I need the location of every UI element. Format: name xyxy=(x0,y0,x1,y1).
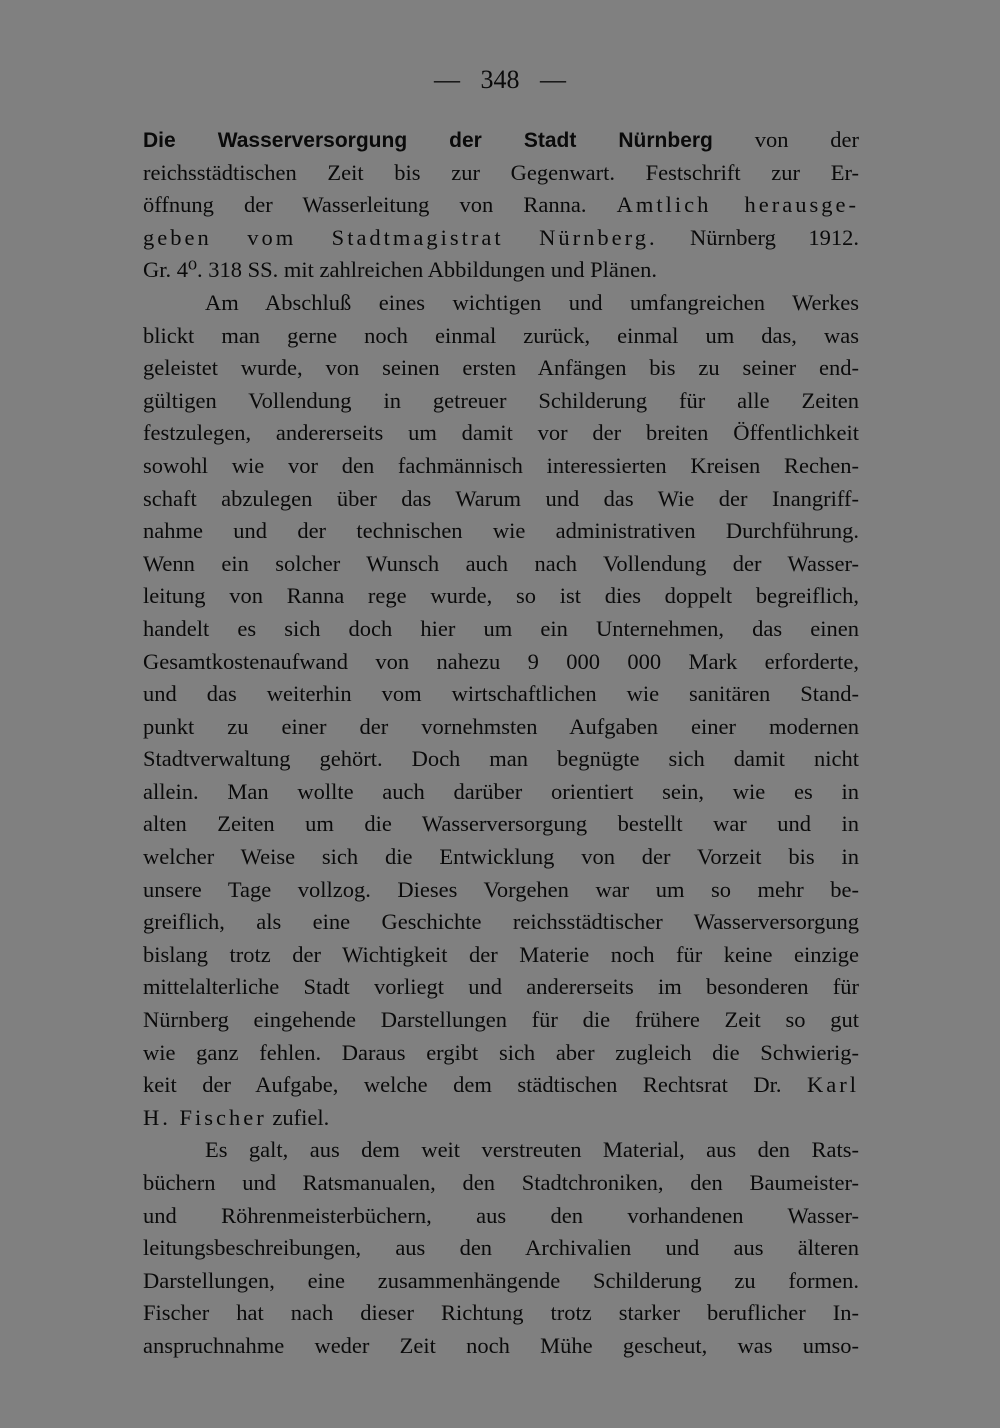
text-line xyxy=(143,1200,859,1233)
line-text: reichsstädtischen Zeit bis zur Gegenwart. Festschrift zur Er- xyxy=(143,159,859,185)
line-text: Fischer hat nach dieser Richtung trotz starker beruflicher In- xyxy=(143,1300,859,1326)
line-text: leitungsbeschreibungen, aus den Archivalien und aus älteren xyxy=(143,1235,859,1261)
line-text: keit der Aufgabe, welche dem städtischen Rechtsrat Dr. xyxy=(143,1072,808,1098)
line-text: leitung von Ranna rege wurde, so ist dies doppelt begreiflich, xyxy=(143,583,859,609)
page-number-header xyxy=(0,62,1000,98)
text-line xyxy=(143,222,859,255)
text-line xyxy=(143,189,859,222)
text-line xyxy=(143,971,859,1004)
line-text: welcher Weise sich die Entwicklung von der Vorzeit bis in xyxy=(143,844,859,870)
line-text: geleistet wurde, von seinen ersten Anfängen bis zu seiner end- xyxy=(143,355,859,381)
text-line xyxy=(143,874,859,907)
text-line xyxy=(143,1037,859,1070)
line-text: festzulegen, andererseits um damit vor der breiten Öffentlichkeit xyxy=(143,420,859,446)
text-line xyxy=(143,352,859,385)
text-line xyxy=(143,1330,859,1363)
line-text: Wenn ein solcher Wunsch auch nach Vollendung der Wasser- xyxy=(143,550,859,576)
text-line xyxy=(143,743,859,776)
text-line xyxy=(143,450,859,483)
text-line xyxy=(143,841,859,874)
line-text: Darstellungen, eine zusammenhängende Schilderung zu formen. xyxy=(143,1267,859,1293)
line-text: blickt man gerne noch einmal zurück, einmal um das, was xyxy=(143,322,859,348)
text-line xyxy=(143,1004,859,1037)
page-number-dash-left: — xyxy=(434,65,460,94)
line-text: Nürnberg eingehende Darstellungen für die frühere Zeit so gut xyxy=(143,1007,859,1033)
line-text: schaft abzulegen über das Warum und das Wie der Inangriff- xyxy=(143,485,859,511)
line-text: sowohl wie vor den fachmännisch interessierten Kreisen Rechen- xyxy=(143,452,859,478)
spaced-text: H. Fischer xyxy=(143,1104,267,1130)
line-text: Am Abschluß eines wichtigen und umfangreichen Werkes xyxy=(205,289,859,315)
line-text: Stadtverwaltung gehört. Doch man begnügte sich damit nicht xyxy=(143,746,859,772)
line-text: alten Zeiten um die Wasserversorgung bestellt war und in xyxy=(143,811,859,837)
text-line xyxy=(143,939,859,972)
text-line xyxy=(143,515,859,548)
line-text: von der xyxy=(712,127,859,152)
line-text: nahme und der technischen wie administrativen Durchführung. xyxy=(143,518,859,544)
text-line xyxy=(143,254,859,287)
line-text: Gr. 4⁰. 318 SS. mit zahlreichen Abbildungen und Plänen. xyxy=(143,257,657,283)
text-line xyxy=(143,1134,859,1167)
line-text: und das weiterhin vom wirtschaftlichen wie sanitären Stand- xyxy=(143,681,859,707)
line-text: zufiel. xyxy=(266,1104,330,1130)
line-text: punkt zu einer der vornehmsten Aufgaben einer modernen xyxy=(143,713,859,739)
line-text: und Röhrenmeisterbüchern, aus den vorhandenen Wasser- xyxy=(143,1202,859,1228)
line-text: wie ganz fehlen. Daraus ergibt sich aber zugleich die Schwierig- xyxy=(143,1039,859,1065)
page-number: 348 xyxy=(480,65,520,94)
line-text: greiflich, als eine Geschichte reichsstädtischer Wasserversorgung xyxy=(143,909,859,935)
text-line xyxy=(143,124,859,157)
text-line xyxy=(143,1265,859,1298)
text-line xyxy=(143,417,859,450)
line-text: handelt es sich doch hier um ein Unternehmen, das einen xyxy=(143,615,859,641)
line-text: mittelalterliche Stadt vorliegt und andererseits im besonderen für xyxy=(143,974,859,1000)
text-line xyxy=(143,613,859,646)
line-text: allein. Man wollte auch darüber orientiert sein, wie es in xyxy=(143,778,859,804)
text-line xyxy=(143,385,859,418)
text-line xyxy=(143,287,859,320)
line-text: Gesamtkostenaufwand von nahezu 9 000 000 Mark erforderte, xyxy=(143,648,859,674)
text-line xyxy=(143,580,859,613)
page-number-dash-right: — xyxy=(540,65,566,94)
line-text: unsere Tage vollzog. Dieses Vorgehen war um so mehr be- xyxy=(143,876,859,902)
spaced-text: Amtlich herausge- xyxy=(616,192,859,218)
title-text: Die Wasserversorgung der Stadt Nürnberg xyxy=(143,129,713,152)
text-line xyxy=(143,1167,859,1200)
text-line xyxy=(143,1232,859,1265)
text-line xyxy=(143,906,859,939)
line-text: bislang trotz der Wichtigkeit der Materie noch für keine einzige xyxy=(143,941,859,967)
text-line xyxy=(143,1069,859,1102)
line-text: Nürnberg 1912. xyxy=(657,224,859,250)
text-line xyxy=(143,320,859,353)
spaced-text: geben vom Stadtmagistrat Nürnberg. xyxy=(143,224,658,250)
line-text: büchern und Ratsmanualen, den Stadtchroniken, den Baumeister- xyxy=(143,1170,859,1195)
text-line xyxy=(143,678,859,711)
text-line xyxy=(143,483,859,516)
body-text xyxy=(143,124,859,1363)
line-text: öffnung der Wasserleitung von Ranna. xyxy=(143,192,617,218)
text-line xyxy=(143,808,859,841)
text-line xyxy=(143,711,859,744)
text-line xyxy=(143,548,859,581)
text-line xyxy=(143,1102,859,1135)
text-line xyxy=(143,157,859,190)
text-line xyxy=(143,1297,859,1330)
line-text: Es galt, aus dem weit verstreuten Material, aus den Rats- xyxy=(205,1137,859,1163)
text-line xyxy=(143,646,859,679)
text-line xyxy=(143,776,859,809)
line-text: anspruchnahme weder Zeit noch Mühe gescheut, was umso- xyxy=(143,1332,859,1358)
spaced-text: Karl xyxy=(807,1072,859,1098)
line-text: gültigen Vollendung in getreuer Schilderung für alle Zeiten xyxy=(143,387,859,413)
